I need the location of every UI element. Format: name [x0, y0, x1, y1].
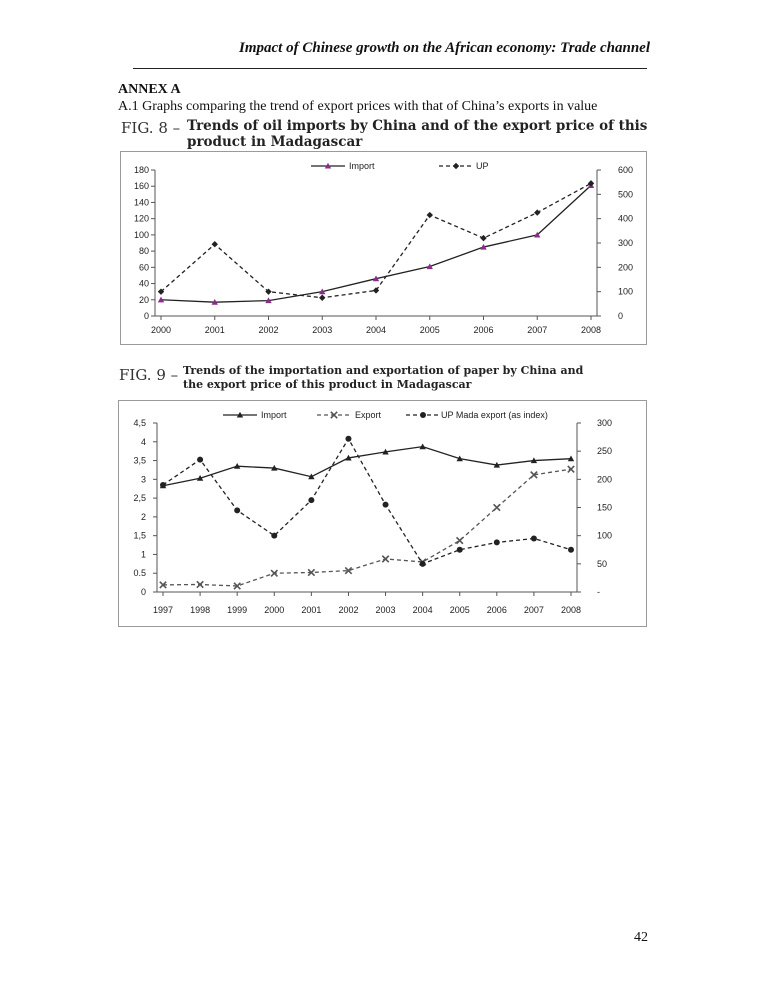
chart0-legend-0-label: Import: [349, 161, 375, 171]
fig8-label: FIG. 8 –: [121, 119, 181, 137]
chart0-x-tick-label: 2007: [527, 325, 548, 335]
chart1-series-1-point: [197, 581, 203, 587]
fig9-caption-line2: the export price of this product in Madagascar: [183, 378, 472, 391]
annex-subtitle: A.1 Graphs comparing the trend of export prices with that of China’s exports in value: [118, 99, 598, 114]
chart1-x-tick-label: 1997: [152, 605, 174, 615]
chart1-x-tick-label: 1999: [227, 605, 248, 615]
chart1-left-tick-label: 1,5: [133, 530, 146, 541]
chart0-left-tick-label: 40: [138, 278, 149, 289]
chart0-x-tick-label: 2000: [150, 325, 172, 335]
chart0-legend-1-label: UP: [476, 161, 489, 171]
chart1-series-0-line: [163, 447, 571, 486]
chart0-left-tick-label: 0: [143, 311, 149, 321]
chart1-left-tick-label: 2: [140, 511, 146, 522]
chart1-left-tick-label: 3: [140, 474, 146, 485]
chart1-x-tick-label: 2006: [486, 605, 507, 615]
chart0-left-tick-label: 60: [138, 262, 149, 273]
chart1-right-tick-label: 150: [597, 502, 613, 513]
chart0-series-1-point: [588, 180, 594, 186]
header-rule: [133, 68, 647, 69]
chart1-left-tick-label: 2,5: [133, 493, 146, 504]
chart1-legend-1-label: Export: [355, 410, 382, 420]
chart1-series-2-point: [234, 507, 240, 513]
chart1-x-tick-label: 2007: [523, 605, 544, 615]
chart0-right-tick-label: 0: [618, 311, 624, 321]
fig9-chart: [118, 400, 647, 627]
chart1-left-tick-label: 4,5: [133, 418, 146, 428]
chart0-series-1-point: [319, 295, 325, 301]
chart0-series-1-point: [212, 241, 218, 247]
chart1-series-2-point: [420, 561, 426, 567]
fig9-chart-svg: [119, 401, 646, 626]
chart0-right-tick-label: 400: [618, 213, 634, 224]
chart0-right-tick-label: 300: [618, 238, 634, 248]
chart0-right-tick-label: 100: [618, 286, 634, 297]
page-number: 42: [634, 930, 648, 945]
chart1-series-2-point: [345, 436, 351, 442]
chart1-series-2-point: [197, 457, 203, 463]
chart1-x-tick-label: 2008: [560, 605, 582, 615]
chart0-right-tick-label: 600: [618, 165, 634, 175]
chart0-left-tick-label: 80: [138, 246, 149, 257]
chart1-x-tick-label: 2002: [338, 605, 359, 615]
chart0-left-tick-label: 160: [133, 181, 149, 192]
fig8-chart-svg: [121, 152, 646, 344]
chart1-series-2-line: [163, 439, 571, 564]
chart1-x-tick-label: 2004: [412, 605, 433, 615]
chart1-right-tick-label: 50: [597, 558, 608, 569]
chart1-x-tick-label: 2001: [301, 605, 322, 615]
running-header: Impact of Chinese growth on the African economy: Trade channel: [239, 40, 650, 56]
chart1-x-tick-label: 2000: [264, 605, 285, 615]
chart1-series-1-point: [494, 504, 500, 510]
chart0-x-tick-label: 2001: [204, 325, 225, 335]
chart0-right-tick-label: 500: [618, 189, 634, 200]
chart1-series-2-point: [494, 539, 500, 545]
chart0-series-1-point: [534, 209, 540, 215]
chart1-series-2-point: [308, 497, 314, 503]
chart1-series-2-point: [383, 502, 389, 508]
chart1-right-tick-label: 100: [597, 530, 613, 541]
annex-title: ANNEX A: [118, 82, 181, 97]
chart1-legend-2-label: UP Mada export (as index): [441, 410, 548, 420]
chart1-right-tick-label: 250: [597, 446, 613, 457]
chart1-series-1-point: [457, 537, 463, 543]
chart1-series-2-point: [271, 533, 277, 539]
chart0-x-tick-label: 2005: [419, 325, 440, 335]
chart1-series-2-point: [457, 547, 463, 553]
chart1-series-2-point: [160, 482, 166, 488]
fig9-caption-line1: Trends of the importation and exportation of paper by China and: [183, 364, 584, 377]
chart0-x-tick-label: 2004: [365, 325, 387, 335]
chart0-left-tick-label: 100: [133, 229, 149, 240]
chart0-series-0-line: [161, 185, 591, 302]
chart0-left-tick-label: 140: [133, 197, 149, 208]
chart1-x-tick-label: 2003: [375, 605, 396, 615]
chart1-left-tick-label: 3,5: [133, 455, 146, 466]
chart1-series-1-point: [382, 556, 388, 562]
chart1-left-tick-label: 0.5: [133, 568, 146, 579]
chart0-series-1-point: [480, 235, 486, 241]
chart0-x-tick-label: 2008: [580, 325, 602, 335]
chart1-legend-0-label: Import: [261, 410, 287, 420]
chart0-series-1-point: [427, 212, 433, 218]
chart1-right-tick-label: -: [597, 587, 600, 597]
chart1-left-tick-label: 1: [140, 549, 146, 560]
chart0-x-tick-label: 2003: [312, 325, 333, 335]
chart1-left-tick-label: 4: [140, 436, 146, 447]
chart0-right-tick-label: 200: [618, 262, 634, 273]
chart0-left-tick-label: 180: [133, 165, 149, 175]
chart0-x-tick-label: 2002: [258, 325, 279, 335]
fig9-label: FIG. 9 –: [119, 366, 179, 384]
fig8-chart: [120, 151, 647, 345]
fig8-caption-line1: Trends of oil imports by China and of the export price of this: [187, 118, 648, 134]
fig8-caption-line2: product in Madagascar: [187, 134, 363, 150]
chart1-right-tick-label: 300: [597, 418, 613, 428]
chart1-x-tick-label: 1998: [190, 605, 211, 615]
chart1-series-2-point: [531, 535, 537, 541]
chart0-left-tick-label: 20: [138, 294, 149, 305]
chart1-series-2-point: [568, 547, 574, 553]
chart0-legend-1-marker: [453, 163, 459, 169]
chart1-series-1-line: [163, 469, 571, 586]
chart1-right-tick-label: 200: [597, 474, 613, 485]
chart0-x-tick-label: 2006: [473, 325, 494, 335]
chart1-x-tick-label: 2005: [449, 605, 470, 615]
chart1-left-tick-label: 0: [140, 587, 146, 597]
chart1-legend-2-marker: [420, 412, 426, 418]
chart0-left-tick-label: 120: [133, 213, 149, 224]
